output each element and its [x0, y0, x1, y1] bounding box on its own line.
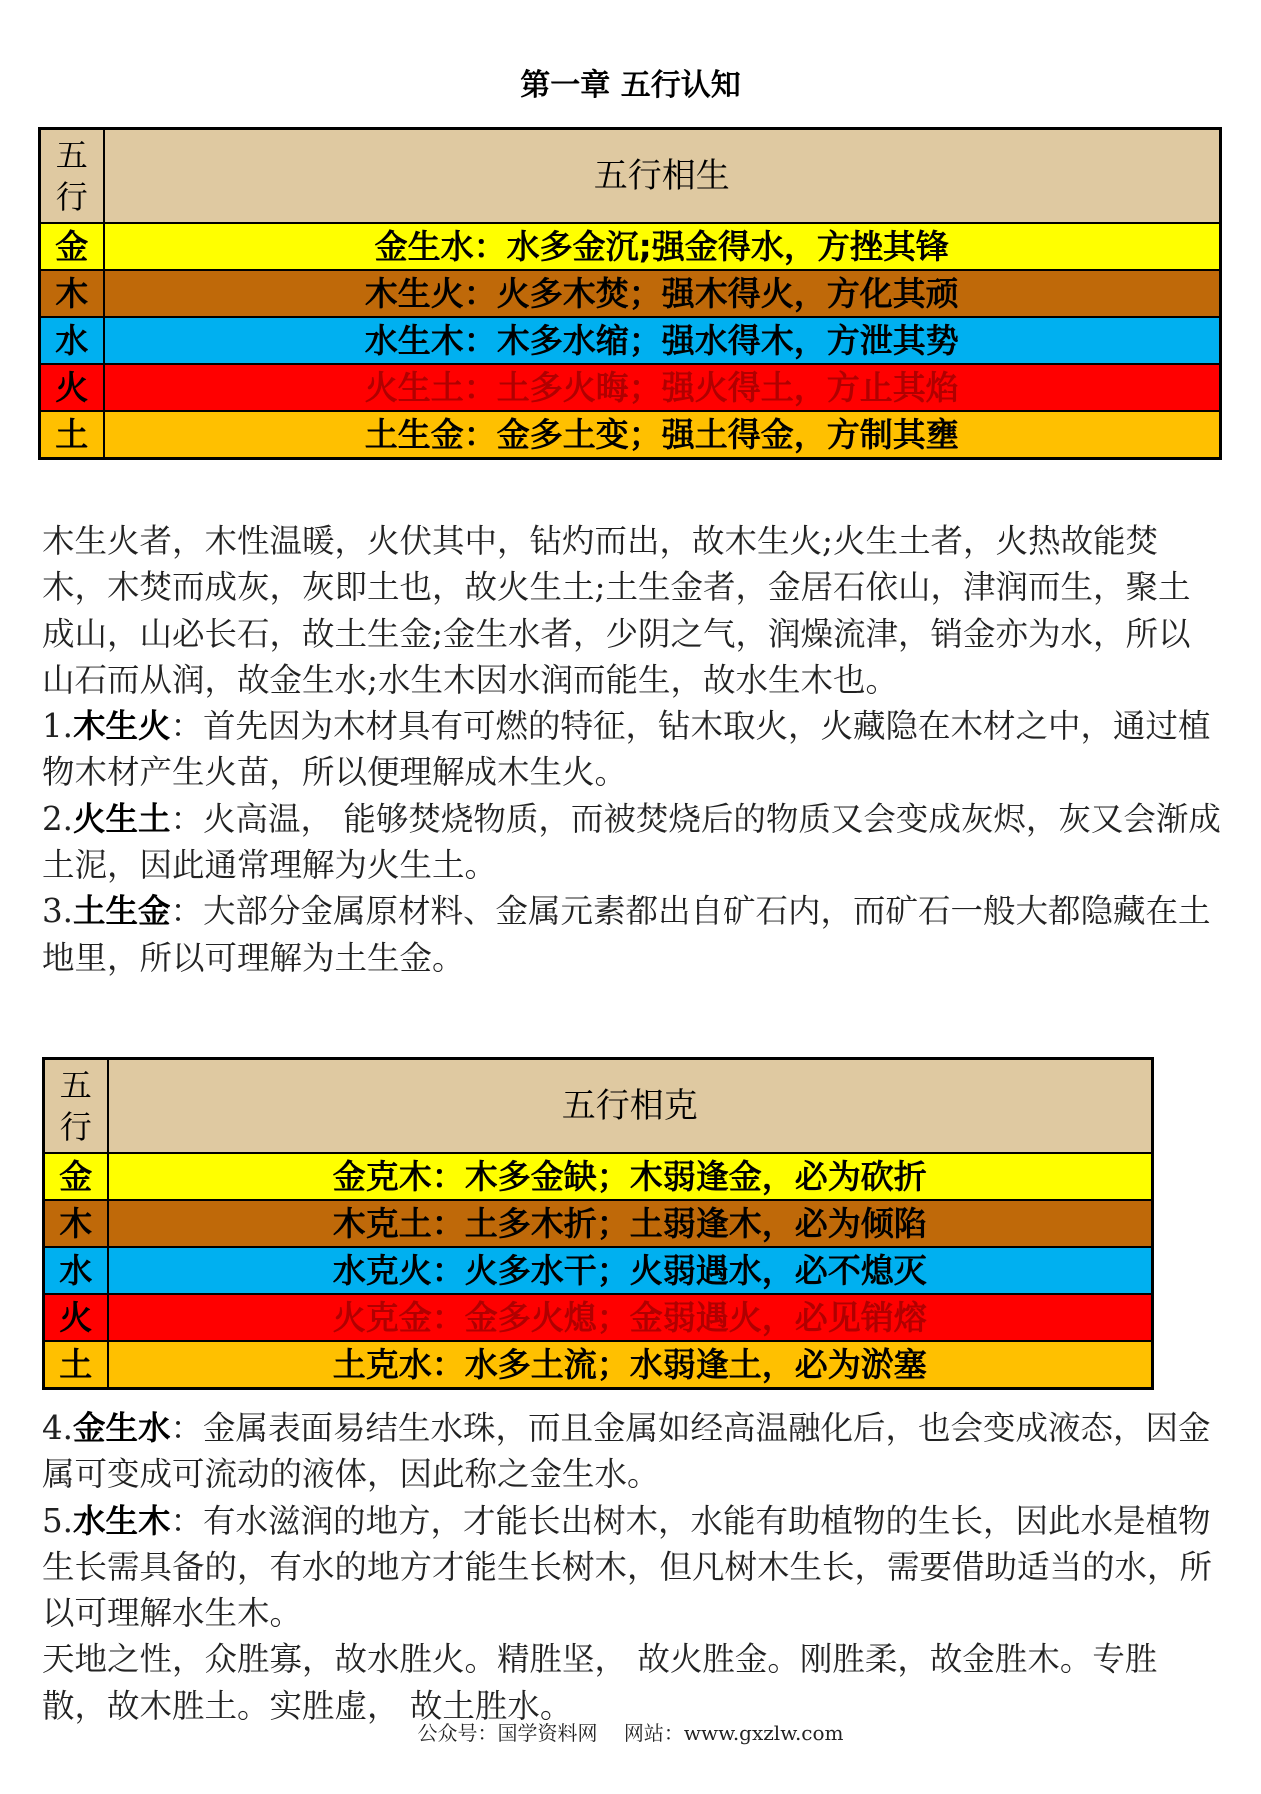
item-number: 5. [42, 1501, 74, 1540]
explanation-item [42, 1405, 1222, 1498]
element-cell: 金 [44, 1153, 108, 1200]
page-title: 第一章 五行认知 [520, 68, 741, 103]
table-row [44, 1153, 1153, 1200]
relation-cell: 土生金：金多土变；强土得金，方制其壅 [104, 411, 1221, 459]
item-term: 水生木 [73, 1501, 171, 1540]
item-text: ：有水滋润的地方，才能长出树木，水能有助植物的生长，因此水是植物生长需具备的，有水的地方才能生长树木，但凡树木生长，需要借助适当的水，所以可理解水生木。 [42, 1501, 1213, 1633]
item-term: 木生火 [73, 707, 171, 746]
element-cell: 水 [44, 1247, 108, 1294]
element-cell: 土 [40, 411, 104, 459]
table-header-row [44, 1059, 1153, 1154]
item-term: 土生金 [73, 892, 171, 931]
table-sheng [38, 127, 1222, 460]
item-number: 1. [42, 707, 74, 746]
element-cell: 土 [44, 1341, 108, 1389]
upper-body-text [42, 518, 1222, 981]
relation-cell: 木克土：土多木折；土弱逢木，必为倾陷 [108, 1200, 1153, 1247]
relation-cell: 火克金：金多火熄；金弱遇火，必见销熔 [108, 1294, 1153, 1341]
element-cell: 火 [40, 364, 104, 411]
item-text: ：金属表面易结生水珠，而且金属如经高温融化后，也会变成液态，因金属可变成可流动的液体，因此称之金生水。 [42, 1409, 1211, 1494]
relation-cell: 水生木：木多水缩；强水得木，方泄其势 [104, 317, 1221, 364]
table-row [44, 1341, 1153, 1389]
closing-paragraph: 天地之性，众胜寡，故水胜火。精胜坚， 故火胜金。刚胜柔，故金胜木。专胜散，故木胜土。实胜虚， 故土胜水。 [42, 1640, 1158, 1725]
footer-website: 网站：www.gxzlw.com [623, 1721, 844, 1745]
header-title-cell: 五行相克 [108, 1059, 1153, 1154]
table-row [40, 364, 1221, 411]
explanation-item [42, 888, 1222, 981]
relation-cell: 木生火：火多木焚；强木得火，方化其顽 [104, 270, 1221, 317]
item-text: ：首先因为木材具有可燃的特征，钻木取火，火藏隐在木材之中，通过植物木材产生火苗，所以便理解成木生火。 [42, 707, 1211, 792]
item-term: 火生土 [73, 799, 171, 838]
explanation-item [42, 703, 1222, 796]
item-term: 金生水 [73, 1409, 171, 1447]
page-footer [0, 1719, 1261, 1747]
element-cell: 木 [44, 1200, 108, 1247]
table-row [40, 411, 1221, 459]
relation-cell: 土克水：水多土流；水弱逢土，必为淤塞 [108, 1341, 1153, 1389]
relation-cell: 金生水：水多金沉;强金得水，方挫其锋 [104, 223, 1221, 270]
relation-cell: 金克木：木多金缺；木弱逢金，必为砍折 [108, 1153, 1153, 1200]
relation-cell: 火生土：土多火晦；强火得土，方止其焰 [104, 364, 1221, 411]
lower-body-text [42, 1405, 1222, 1729]
table-row [40, 317, 1221, 364]
element-cell: 水 [40, 317, 104, 364]
item-text: ：火高温， 能够焚烧物质，而被焚烧后的物质又会变成灰烬，灰又会渐成土泥，因此通常理解为火生土。 [42, 799, 1221, 885]
table-row [44, 1294, 1153, 1341]
element-cell: 火 [44, 1294, 108, 1341]
footer-wechat: 公众号：国学资料网 [417, 1721, 598, 1745]
table-header-row [40, 129, 1221, 224]
item-number: 2. [42, 799, 74, 838]
table-row [44, 1247, 1153, 1294]
table-row [40, 270, 1221, 317]
header-element-cell: 五 行 [44, 1059, 108, 1154]
header-title-cell: 五行相生 [104, 129, 1221, 224]
explanation-item [42, 796, 1222, 889]
explanation-item [42, 1498, 1222, 1637]
item-number: 4. [42, 1409, 74, 1447]
element-cell: 木 [40, 270, 104, 317]
table-row [40, 223, 1221, 270]
item-text: ：大部分金属原材料、金属元素都出自矿石内，而矿石一般大都隐藏在土地里，所以可理解为土生金。 [42, 892, 1211, 977]
header-element-cell: 五 行 [40, 129, 104, 224]
table-row [44, 1200, 1153, 1247]
element-cell: 金 [40, 223, 104, 270]
table-ke [42, 1057, 1154, 1390]
relation-cell: 水克火：火多水干；火弱遇水，必不熄灭 [108, 1247, 1153, 1294]
item-number: 3. [42, 892, 74, 931]
intro-paragraph: 木生火者，木性温暖，火伏其中，钻灼而出，故木生火;火生土者，火热故能焚木，木焚而成灰，灰即土也，故火生土;土生金者，金居石依山，津润而生，聚土成山，山必长石，故土生金;金生水者，少阴之气，润燥流津，销金亦为水，所以山石而从润，故金生水;水生木因水润而能生，故水生木也。 [42, 522, 1191, 699]
